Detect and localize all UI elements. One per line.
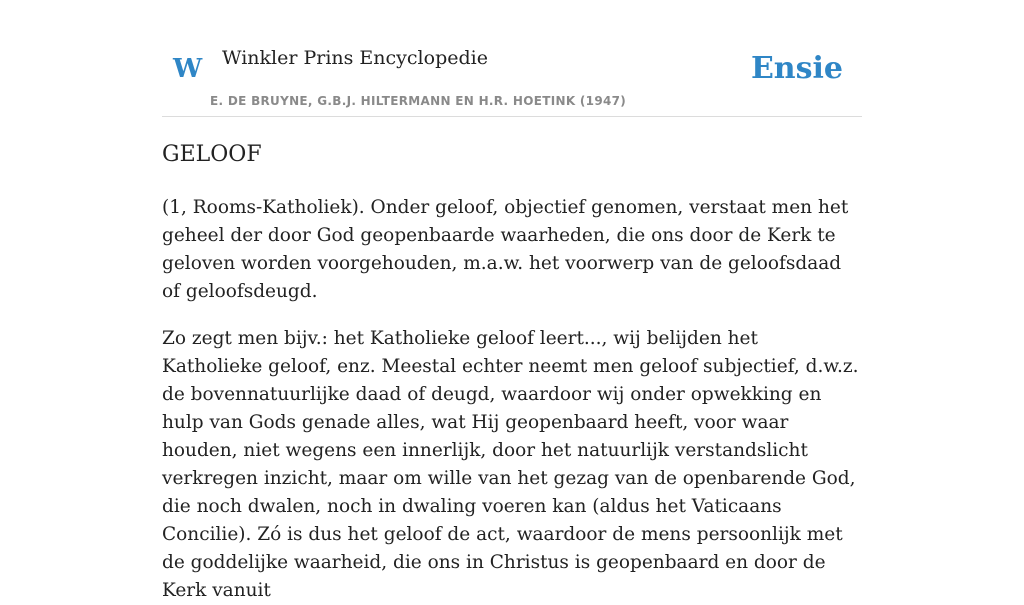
authors-line: E. DE BRUYNE, G.B.J. HILTERMANN EN H.R. HOETINK (1947) — [210, 94, 627, 108]
site-header — [162, 0, 862, 117]
ensie-brand-link[interactable]: Ensie — [750, 51, 843, 86]
article-paragraph-2: Zo zegt men bijv.: het Katholieke geloof leert..., wij belijden het Katholieke geloof, enz. Meestal echter neemt men geloof subjectief, d.w.z. de bovennatuurlijke daad of deugd, waardoor wij onder opwekking en hulp van Gods genade alles, wat Hij geopenbaard heeft, voor waar houden, niet wegens een innerlijk, door het natuurlijk verstandslicht verkregen inzicht, maar om wille van het gezag van de openbarende God, die noch dwalen, noch in dwaling voeren kan (aldus het Vaticaans Concilie). Zó is dus het geloof de act, waardoor de mens persoonlijk met de goddelijke waarheid, die ons in Christus is geopenbaard en door de Kerk vanuit — [162, 328, 859, 601]
article-paragraph-1: (1, Rooms-Katholiek). Onder geloof, objectief genomen, verstaat men het geheel der door God geopenbaarde waarheden, die ons door de Kerk te geloven worden voorgehouden, m.a.w. het voorwerp van de geloofsdaad of geloofsdeugd. — [162, 197, 849, 302]
entry-title: GELOOF — [162, 142, 262, 167]
encyclopedia-title-link[interactable]: Winkler Prins Encyclopedie — [222, 47, 488, 69]
article-content — [162, 140, 862, 605]
logo-w-icon[interactable]: W — [173, 54, 203, 84]
